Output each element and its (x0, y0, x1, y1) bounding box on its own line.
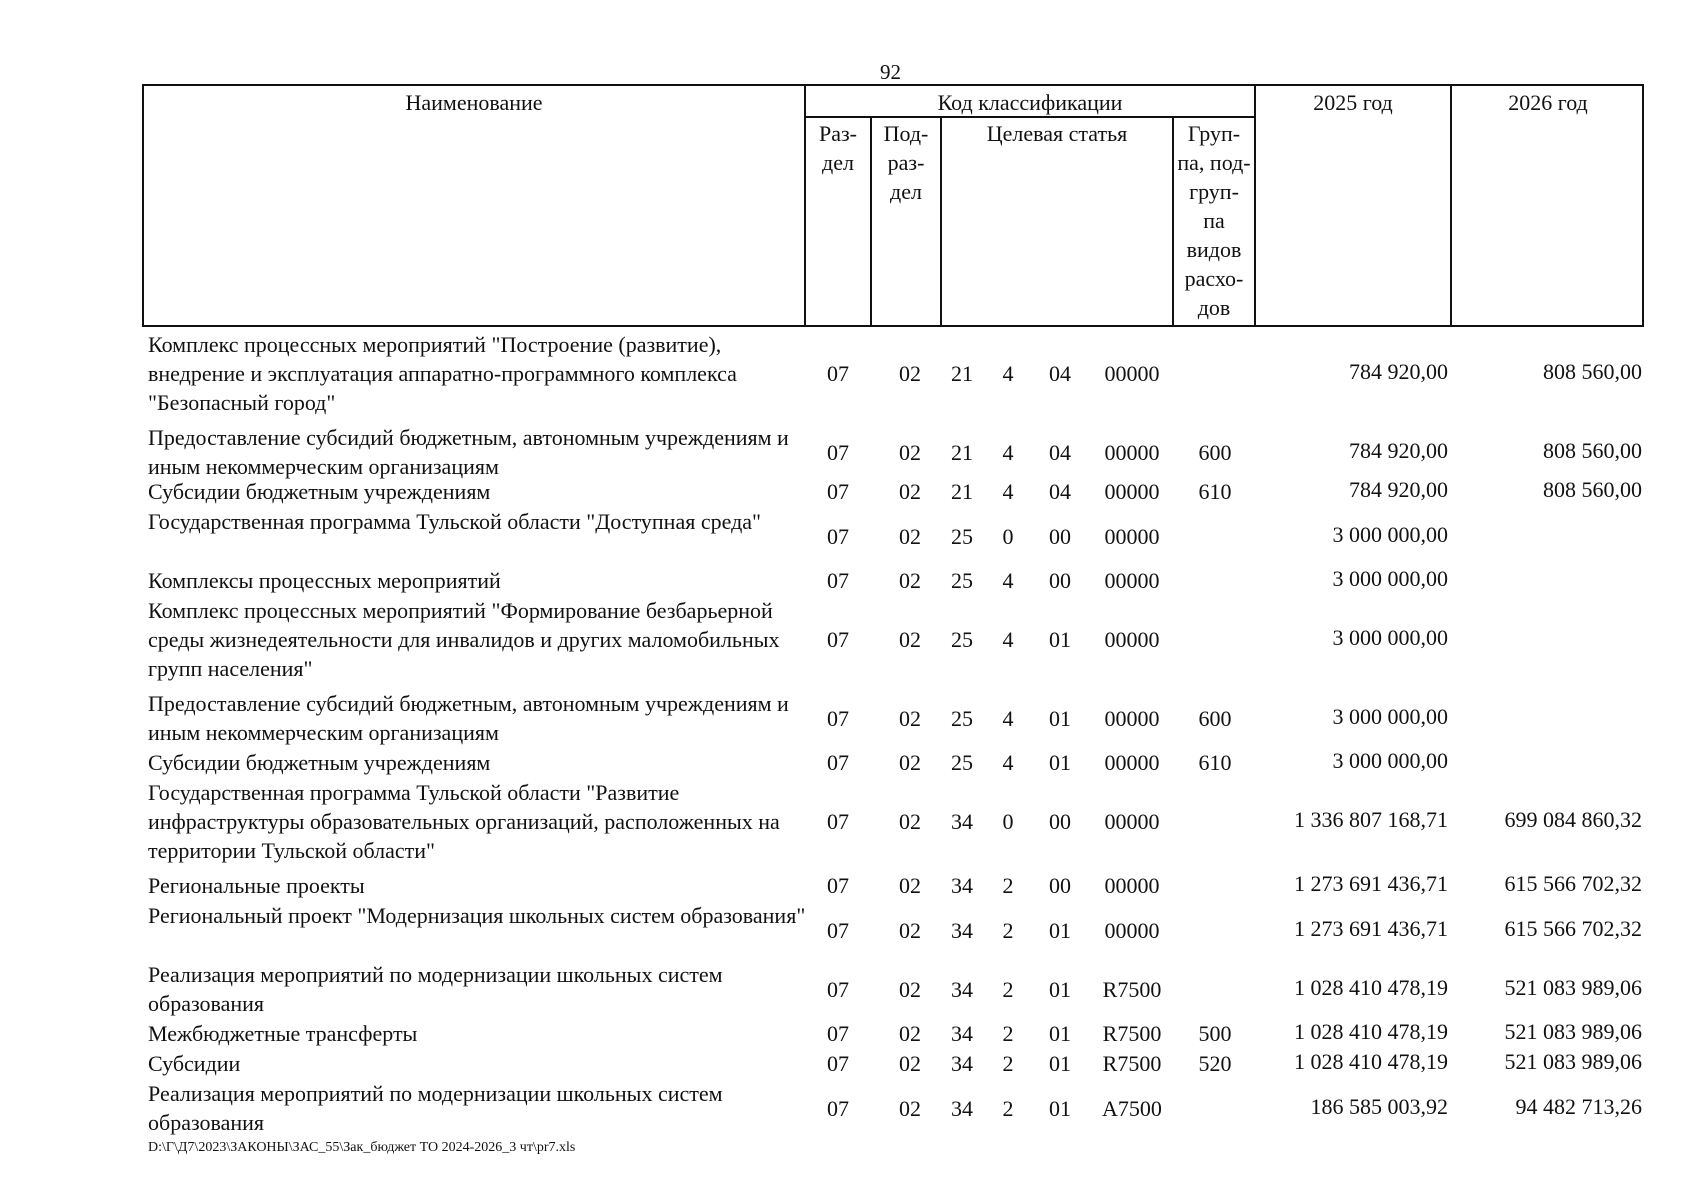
cell-y1: 3 000 000,00 (1332, 625, 1448, 650)
cell-y2: 94 482 713,26 (1515, 1094, 1642, 1119)
cell-y1: 1 028 410 478,19 (1294, 1049, 1448, 1074)
table-row (0, 596, 1697, 683)
cell-y1: 784 920,00 (1349, 477, 1448, 502)
cell-g: 600 (1198, 706, 1232, 731)
cell-t2: 4 (1002, 706, 1014, 731)
cell-t4: 00000 (1104, 479, 1160, 504)
cell-t2: 2 (1002, 1051, 1014, 1076)
header-year-2025: 2025 год (1313, 90, 1393, 115)
cell-t1: 25 (951, 750, 973, 775)
cell-y1: 1 273 691 436,71 (1294, 916, 1448, 941)
cell-r: 07 (827, 568, 849, 593)
table-row (0, 1079, 1697, 1137)
row-name: Предоставление субсидий бюджетным, автономным учреждениям и иным некоммерческим организациям (148, 425, 789, 479)
cell-r: 07 (827, 809, 849, 834)
table-row (0, 871, 1697, 900)
cell-t4: 00000 (1104, 918, 1160, 943)
cell-t4: 00000 (1104, 873, 1160, 898)
table-row (0, 960, 1697, 1018)
row-name: Субсидии бюджетным учреждениям (148, 750, 491, 775)
header-razdel: Раз- дел (818, 121, 858, 175)
cell-g: 600 (1198, 440, 1232, 465)
cell-y1: 1 273 691 436,71 (1294, 871, 1448, 896)
cell-pr: 02 (899, 706, 921, 731)
cell-pr: 02 (899, 977, 921, 1002)
cell-r: 07 (827, 627, 849, 652)
header-podrazdel: Под- раз- дел (883, 121, 929, 204)
cell-r: 07 (827, 479, 849, 504)
row-name: Субсидии бюджетным учреждениям (148, 479, 491, 504)
page-number: 92 (880, 60, 901, 84)
cell-y1: 3 000 000,00 (1332, 566, 1448, 591)
cell-t2: 4 (1002, 361, 1014, 386)
cell-r: 07 (827, 706, 849, 731)
cell-t3: 00 (1049, 524, 1071, 549)
cell-y2: 808 560,00 (1543, 438, 1642, 463)
row-name: Предоставление субсидий бюджетным, автономным учреждениям и иным некоммерческим организациям (148, 691, 789, 745)
cell-pr: 02 (899, 479, 921, 504)
table-row (0, 778, 1697, 865)
cell-t4: R7500 (1102, 1021, 1162, 1046)
cell-t3: 01 (1049, 918, 1071, 943)
cell-y2: 808 560,00 (1543, 477, 1642, 502)
cell-t3: 04 (1049, 361, 1071, 386)
cell-y2: 615 566 702,32 (1504, 916, 1642, 941)
cell-y1: 784 920,00 (1349, 359, 1448, 384)
cell-t3: 04 (1049, 440, 1071, 465)
header-group: Груп- па, под- груп- па видов расхо- дов (1177, 121, 1251, 320)
cell-pr: 02 (899, 627, 921, 652)
cell-t4: 00000 (1104, 568, 1160, 593)
cell-t1: 34 (951, 1051, 973, 1076)
cell-y2: 615 566 702,32 (1504, 871, 1642, 896)
cell-g: 610 (1198, 479, 1232, 504)
cell-y1: 1 336 807 168,71 (1294, 807, 1448, 832)
table-row (0, 507, 1697, 565)
file-path: D:\Г\Д7\2023\ЗАКОНЫ\ЗАС_55\Зак_бюджет ТО 2024-2026_3 чт\pr7.xls (148, 1140, 576, 1155)
cell-pr: 02 (899, 524, 921, 549)
table-row (0, 901, 1697, 959)
cell-y2: 521 083 989,06 (1504, 1019, 1642, 1044)
table-row (0, 477, 1697, 506)
cell-t3: 01 (1049, 1096, 1071, 1121)
cell-pr: 02 (899, 568, 921, 593)
cell-pr: 02 (899, 361, 921, 386)
cell-r: 07 (827, 524, 849, 549)
cell-t1: 21 (951, 361, 973, 386)
cell-t1: 34 (951, 873, 973, 898)
cell-pr: 02 (899, 1051, 921, 1076)
cell-t2: 4 (1002, 627, 1014, 652)
cell-t4: 00000 (1104, 627, 1160, 652)
cell-pr: 02 (899, 1021, 921, 1046)
cell-t1: 25 (951, 524, 973, 549)
cell-t4: 00000 (1104, 750, 1160, 775)
row-name: Комплекс процессных мероприятий "Построение (развитие), внедрение и эксплуатация аппаратно-программного комплекса "Безопасный город" (148, 332, 737, 415)
cell-t4: R7500 (1102, 1051, 1162, 1076)
cell-y2: 521 083 989,06 (1504, 1049, 1642, 1074)
cell-t2: 2 (1002, 1096, 1014, 1121)
table-row (0, 330, 1697, 417)
cell-t4: A7500 (1102, 1096, 1162, 1121)
header-year-2026: 2026 год (1508, 90, 1588, 115)
cell-pr: 02 (899, 809, 921, 834)
cell-r: 07 (827, 918, 849, 943)
cell-t1: 34 (951, 1021, 973, 1046)
cell-r: 07 (827, 873, 849, 898)
cell-r: 07 (827, 440, 849, 465)
cell-t2: 2 (1002, 918, 1014, 943)
cell-t1: 25 (951, 627, 973, 652)
row-name: Региональные проекты (148, 873, 365, 898)
cell-t3: 01 (1049, 977, 1071, 1002)
cell-y1: 1 028 410 478,19 (1294, 975, 1448, 1000)
header-target: Целевая статья (986, 121, 1128, 146)
cell-g: 610 (1198, 750, 1232, 775)
table-header (142, 84, 1644, 327)
cell-y1: 3 000 000,00 (1332, 704, 1448, 729)
cell-r: 07 (827, 1021, 849, 1046)
cell-t4: 00000 (1104, 440, 1160, 465)
row-name: Комплексы процессных мероприятий (148, 568, 501, 593)
cell-t2: 2 (1002, 873, 1014, 898)
cell-t2: 2 (1002, 1021, 1014, 1046)
table-row (0, 689, 1697, 747)
cell-t3: 01 (1049, 1021, 1071, 1046)
cell-pr: 02 (899, 918, 921, 943)
row-name: Реализация мероприятий по модернизации школьных систем образования (148, 1081, 723, 1135)
cell-t4: 00000 (1104, 361, 1160, 386)
cell-t1: 34 (951, 918, 973, 943)
cell-t3: 01 (1049, 706, 1071, 731)
cell-t1: 25 (951, 706, 973, 731)
cell-pr: 02 (899, 873, 921, 898)
cell-pr: 02 (899, 750, 921, 775)
cell-y2: 808 560,00 (1543, 359, 1642, 384)
cell-g: 500 (1198, 1021, 1232, 1046)
row-name: Межбюджетные трансферты (148, 1021, 418, 1046)
table-row (0, 1019, 1697, 1048)
cell-y1: 3 000 000,00 (1332, 748, 1448, 773)
header-name: Наименование (405, 90, 543, 115)
row-name: Комплекс процессных мероприятий "Формирование безбарьерной среды жизнедеятельности для инвалидов и других маломобильных групп населения" (148, 598, 780, 681)
cell-t1: 21 (951, 440, 973, 465)
cell-t1: 34 (951, 1096, 973, 1121)
cell-pr: 02 (899, 440, 921, 465)
table-row (0, 423, 1697, 481)
cell-t2: 4 (1002, 479, 1014, 504)
cell-t1: 34 (951, 809, 973, 834)
cell-r: 07 (827, 1051, 849, 1076)
cell-t1: 21 (951, 479, 973, 504)
cell-r: 07 (827, 1096, 849, 1121)
cell-t3: 00 (1049, 568, 1071, 593)
cell-t3: 01 (1049, 1051, 1071, 1076)
header-code: Код классификации (937, 90, 1123, 115)
table-row (0, 1049, 1697, 1078)
cell-t2: 2 (1002, 977, 1014, 1002)
table-row (0, 748, 1697, 777)
cell-y1: 3 000 000,00 (1332, 522, 1448, 547)
cell-r: 07 (827, 750, 849, 775)
cell-t4: 00000 (1104, 706, 1160, 731)
cell-t3: 00 (1049, 873, 1071, 898)
cell-y1: 1 028 410 478,19 (1294, 1019, 1448, 1044)
cell-t1: 25 (951, 568, 973, 593)
cell-t2: 4 (1002, 568, 1014, 593)
cell-t3: 01 (1049, 627, 1071, 652)
cell-y2: 699 084 860,32 (1504, 807, 1642, 832)
cell-y2: 521 083 989,06 (1504, 975, 1642, 1000)
cell-t3: 00 (1049, 809, 1071, 834)
cell-t4: 00000 (1104, 524, 1160, 549)
row-name: Реализация мероприятий по модернизации школьных систем образования (148, 962, 723, 1016)
cell-g: 520 (1198, 1051, 1232, 1076)
row-name: Субсидии (148, 1051, 241, 1076)
cell-t3: 04 (1049, 479, 1071, 504)
cell-t4: 00000 (1104, 809, 1160, 834)
cell-t2: 0 (1002, 809, 1014, 834)
cell-t2: 4 (1002, 750, 1014, 775)
row-name: Государственная программа Тульской области "Развитие инфраструктуры образовательных организаций, расположенных на территории Тульской области" (148, 780, 780, 863)
cell-t2: 0 (1002, 524, 1014, 549)
row-name: Государственная программа Тульской области "Доступная среда" (148, 509, 762, 534)
cell-r: 07 (827, 361, 849, 386)
table-row (0, 566, 1697, 595)
cell-t1: 34 (951, 977, 973, 1002)
row-name: Региональный проект "Модернизация школьных систем образования" (148, 903, 806, 928)
cell-t3: 01 (1049, 750, 1071, 775)
cell-y1: 186 585 003,92 (1310, 1094, 1448, 1119)
cell-y1: 784 920,00 (1349, 438, 1448, 463)
cell-pr: 02 (899, 1096, 921, 1121)
cell-t2: 4 (1002, 440, 1014, 465)
cell-t4: R7500 (1102, 977, 1162, 1002)
cell-r: 07 (827, 977, 849, 1002)
